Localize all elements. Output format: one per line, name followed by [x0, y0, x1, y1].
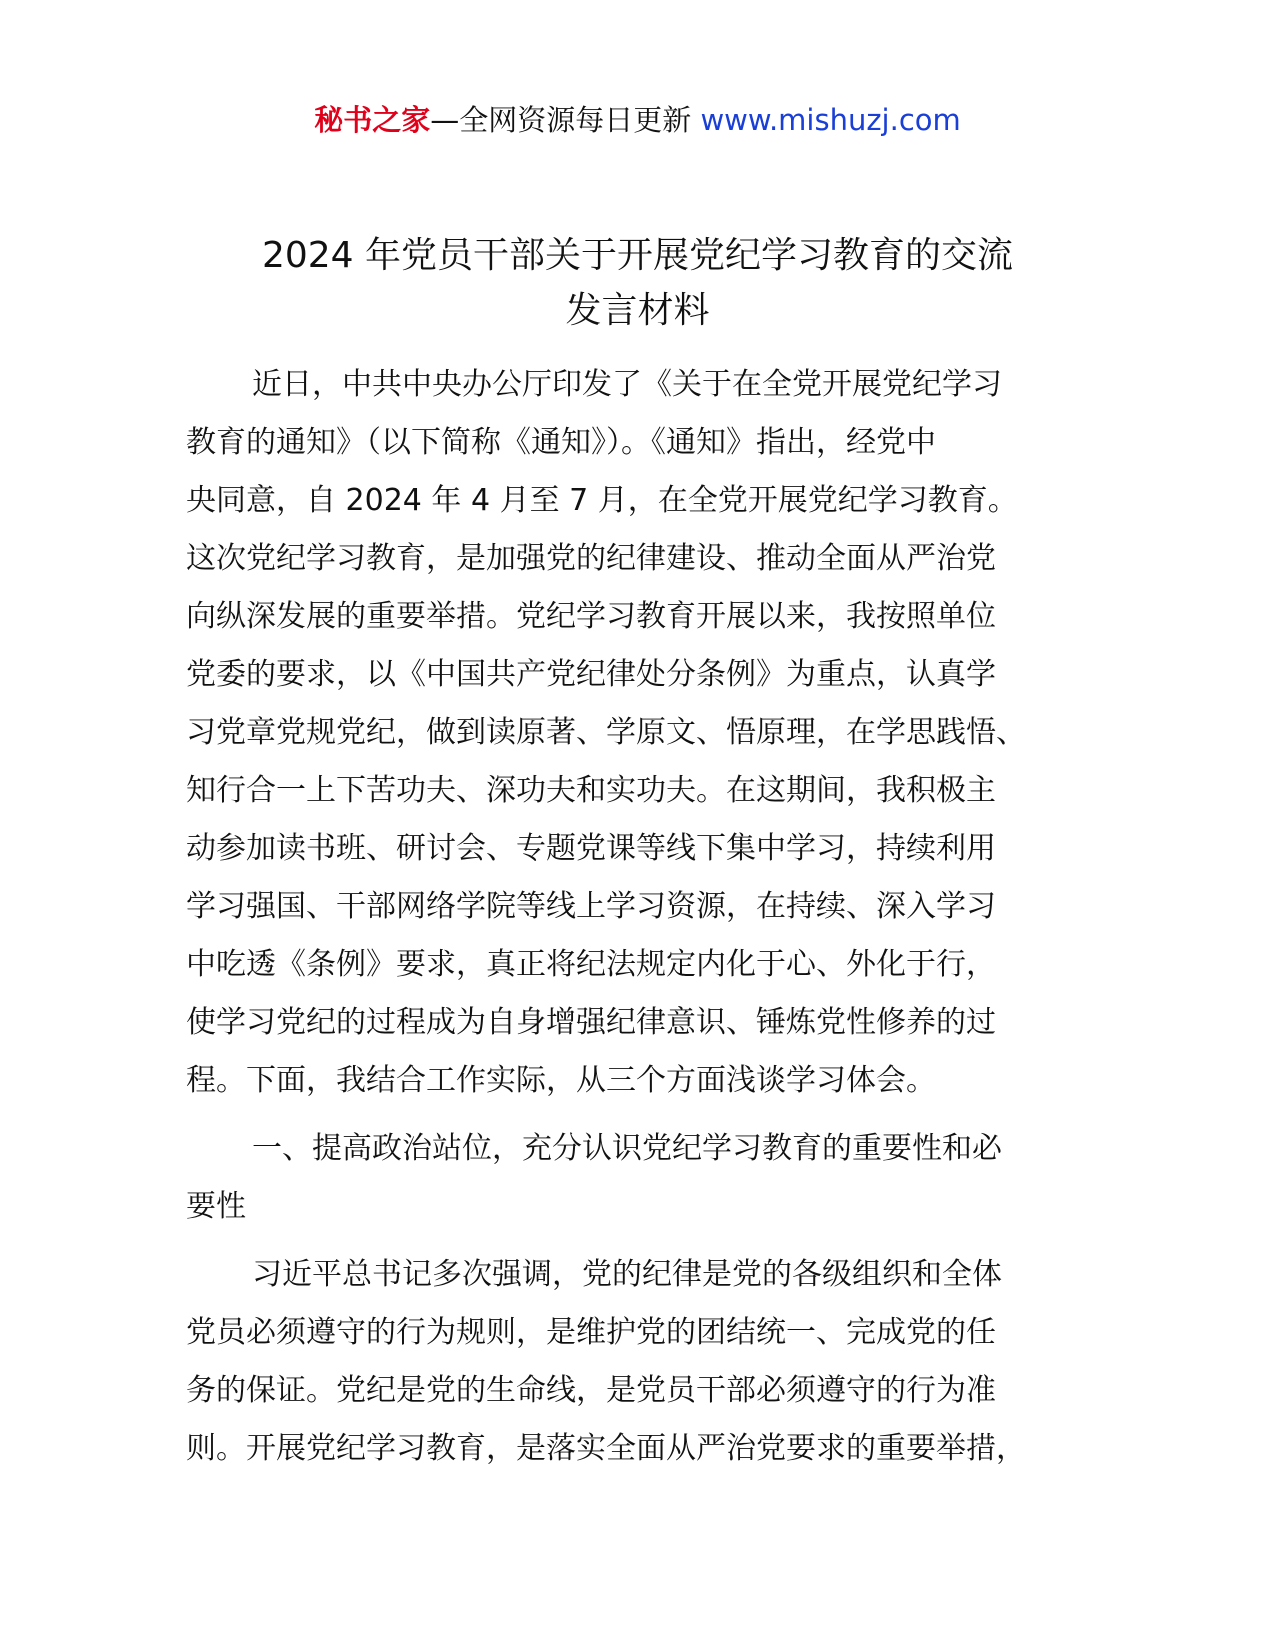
title-line-1: 2024 年党员干部关于开展党纪学习教育的交流 [261, 235, 1014, 276]
text-line: 一、提高政治站位，充分认识党纪学习教育的重要性和必 [252, 1131, 1002, 1166]
text-line: 动参加读书班、研讨会、专题党课等线下集中学习，持续利用 [186, 831, 996, 866]
text-line: 学习强国、干部网络学院等线上学习资源，在持续、深入学习 [186, 889, 996, 924]
text-line: 中吃透《条例》要求，真正将纪法规定内化于心、外化于行， [186, 947, 996, 982]
text-line: 近日，中共中央办公厅印发了《关于在全党开展党纪学习 [252, 367, 1002, 402]
paragraph-spacer [186, 1236, 1106, 1246]
text-line: 向纵深发展的重要举措。党纪学习教育开展以来，我按照单位 [186, 599, 996, 634]
text-line: 党员必须遵守的行为规则，是维护党的团结统一、完成党的任 [186, 1315, 996, 1350]
text-line: 要性 [186, 1189, 246, 1224]
section-heading-1 [186, 1120, 1106, 1236]
text-line: 党委的要求，以《中国共产党纪律处分条例》为重点，认真学 [186, 657, 996, 692]
text-line: 务的保证。党纪是党的生命线，是党员干部必须遵守的行为准 [186, 1373, 996, 1408]
text-line: 则。开展党纪学习教育，是落实全面从严治党要求的重要举措， [186, 1431, 1026, 1466]
title-line-2: 发言材料 [565, 290, 710, 331]
site-brand: 秘书之家 [314, 103, 431, 137]
text-line: 程。下面，我结合工作实际，从三个方面浅谈学习体会。 [186, 1063, 936, 1098]
site-url-link[interactable]: www.mishuzj.com [700, 103, 961, 137]
text-line: 习党章党规党纪，做到读原著、学原文、悟原理，在学思践悟、 [186, 715, 1026, 750]
text-line: 使学习党纪的过程成为自身增强纪律意识、锤炼党性修养的过 [186, 1005, 996, 1040]
site-header [0, 100, 1275, 140]
text-line: 习近平总书记多次强调，党的纪律是党的各级组织和全体 [252, 1257, 1002, 1292]
paragraph-spacer [186, 1110, 1106, 1120]
paragraph-section-1 [186, 1246, 1106, 1478]
text-line: 知行合一上下苦功夫、深功夫和实功夫。在这期间，我积极主 [186, 773, 996, 808]
document-body [186, 356, 1106, 1478]
paragraph-intro [186, 356, 1106, 1110]
text-line: 教育的通知》（以下简称《通知》）。《通知》指出，经党中 [186, 425, 936, 460]
text-line: 这次党纪学习教育，是加强党的纪律建设、推动全面从严治党 [186, 541, 996, 576]
site-slogan: —全网资源每日更新 [430, 103, 701, 137]
document-title [150, 228, 1125, 338]
text-line: 央同意，自 2024 年 4 月至 7 月，在全党开展党纪学习教育。 [186, 483, 1018, 518]
